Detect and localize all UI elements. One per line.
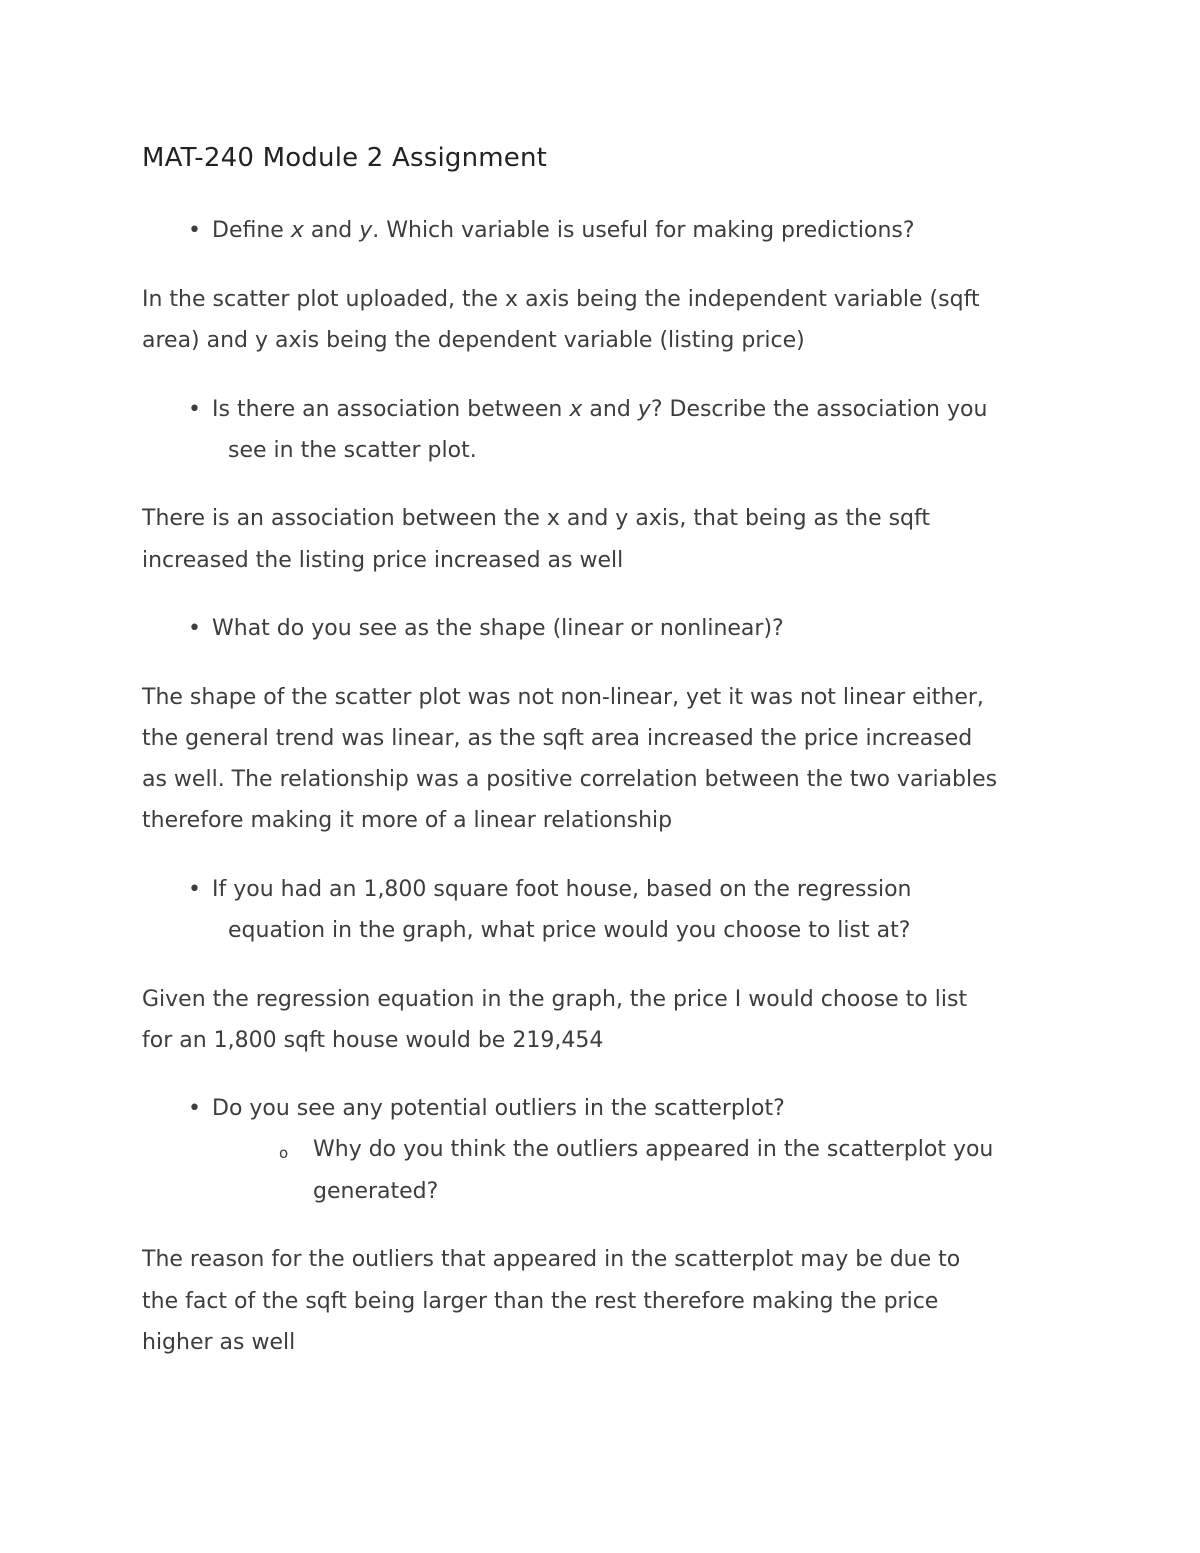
question-5-sub-line-2: generated? <box>313 1179 439 1204</box>
answer-3-line: The shape of the scatter plot was not non-linear, yet it was not linear either, <box>142 685 984 710</box>
answer-4-line: Given the regression equation in the graph, the price I would choose to list <box>142 987 968 1012</box>
question-2 <box>212 395 987 425</box>
question-2-text-c: ? Describe the association you <box>650 397 988 422</box>
question-2-text-a: Is there an association between <box>212 397 570 422</box>
variable-y: y <box>637 397 651 422</box>
answer-2-line: increased the listing price increased as well <box>142 548 624 573</box>
answer-2-line: There is an association between the x and y axis, that being as the sqft <box>142 506 931 531</box>
bullet-icon: • <box>188 616 201 641</box>
answer-1-line: area) and y axis being the dependent variable (listing price) <box>142 328 805 353</box>
question-2-text-b: and <box>582 397 638 422</box>
bullet-icon: • <box>188 877 201 902</box>
question-4-line-1: If you had an 1,800 square foot house, based on the regression <box>212 877 912 902</box>
question-1-text-c: . Which variable is useful for making predictions? <box>372 218 915 243</box>
answer-5-line: The reason for the outliers that appeared in the scatterplot may be due to <box>142 1247 961 1272</box>
bullet-icon: • <box>188 397 201 422</box>
bullet-icon: • <box>188 218 201 243</box>
answer-5-line: higher as well <box>142 1330 296 1355</box>
answer-4-line: for an 1,800 sqft house would be 219,454 <box>142 1028 604 1053</box>
circle-bullet-icon: o <box>279 1144 289 1162</box>
answer-3-line: the general trend was linear, as the sqft area increased the price increased <box>142 726 973 751</box>
answer-3-line: as well. The relationship was a positive correlation between the two variables <box>142 767 998 792</box>
answer-5-line: the fact of the sqft being larger than the rest therefore making the price <box>142 1289 939 1314</box>
question-5-line-1: Do you see any potential outliers in the scatterplot? <box>212 1096 785 1121</box>
question-5-sub-line-1: Why do you think the outliers appeared in the scatterplot you <box>313 1137 994 1162</box>
variable-x: x <box>290 218 304 243</box>
question-1-text-b: and <box>303 218 360 243</box>
question-4-line-2: equation in the graph, what price would you choose to list at? <box>228 918 911 943</box>
question-3: What do you see as the shape (linear or nonlinear)? <box>212 616 784 641</box>
variable-x: x <box>569 397 583 422</box>
question-1 <box>212 216 915 246</box>
answer-3-line: therefore making it more of a linear relationship <box>142 808 673 833</box>
question-1-text-a: Define <box>212 218 291 243</box>
document-title: MAT-240 Module 2 Assignment <box>142 143 548 173</box>
answer-1-line: In the scatter plot uploaded, the x axis being the independent variable (sqft <box>142 287 980 312</box>
bullet-icon: • <box>188 1096 201 1121</box>
question-2-line-2: see in the scatter plot. <box>228 438 477 463</box>
variable-y: y <box>359 218 373 243</box>
